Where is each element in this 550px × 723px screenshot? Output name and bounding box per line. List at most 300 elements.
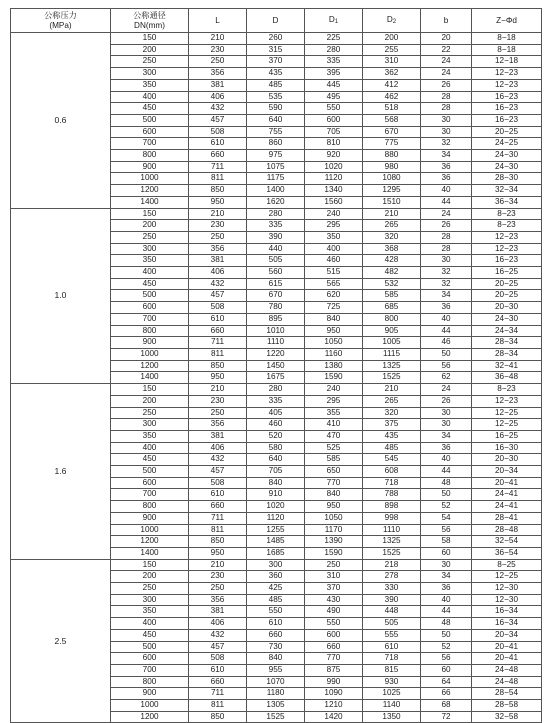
cell-bolt-circle-diameter: 950 — [305, 325, 363, 337]
cell-length: 811 — [189, 524, 247, 536]
cell-bolt-holes: 28−34 — [472, 348, 542, 360]
cell-length: 457 — [189, 114, 247, 126]
cell-bolt-circle-diameter: 650 — [305, 466, 363, 478]
table-row — [11, 208, 542, 220]
cell-bolt-circle-diameter: 1160 — [305, 348, 363, 360]
cell-length: 250 — [189, 56, 247, 68]
cell-nominal-diameter: 450 — [111, 629, 189, 641]
cell-raised-face-diameter: 800 — [363, 313, 421, 325]
cell-length: 660 — [189, 501, 247, 513]
cell-bolt-circle-diameter: 515 — [305, 267, 363, 279]
cell-outer-diameter: 435 — [247, 68, 305, 80]
cell-outer-diameter: 360 — [247, 571, 305, 583]
cell-outer-diameter: 1305 — [247, 700, 305, 712]
cell-length: 250 — [189, 407, 247, 419]
cell-raised-face-diameter: 1510 — [363, 196, 421, 208]
cell-bolt-holes: 12−25 — [472, 407, 542, 419]
cell-outer-diameter: 280 — [247, 384, 305, 396]
cell-thickness: 26 — [421, 395, 472, 407]
cell-raised-face-diameter: 718 — [363, 477, 421, 489]
cell-nominal-diameter: 700 — [111, 664, 189, 676]
cell-nominal-diameter: 300 — [111, 594, 189, 606]
cell-bolt-holes: 12−30 — [472, 594, 542, 606]
header-d2-base: D — [386, 14, 393, 24]
cell-bolt-circle-diameter: 495 — [305, 91, 363, 103]
cell-length: 356 — [189, 594, 247, 606]
cell-raised-face-diameter: 670 — [363, 126, 421, 138]
cell-thickness: 34 — [421, 290, 472, 302]
cell-raised-face-diameter: 880 — [363, 150, 421, 162]
header-bolt-holes: Z−Φd — [472, 9, 542, 33]
cell-raised-face-diameter: 568 — [363, 114, 421, 126]
cell-outer-diameter: 590 — [247, 103, 305, 115]
cell-thickness: 50 — [421, 629, 472, 641]
cell-outer-diameter: 840 — [247, 477, 305, 489]
cell-thickness: 24 — [421, 56, 472, 68]
cell-bolt-holes: 12−23 — [472, 395, 542, 407]
cell-length: 356 — [189, 68, 247, 80]
cell-outer-diameter: 1110 — [247, 337, 305, 349]
cell-bolt-circle-diameter: 355 — [305, 407, 363, 419]
cell-bolt-holes: 24−30 — [472, 313, 542, 325]
cell-pressure: 1.0 — [11, 208, 111, 384]
cell-outer-diameter: 335 — [247, 220, 305, 232]
cell-nominal-diameter: 200 — [111, 571, 189, 583]
cell-outer-diameter: 660 — [247, 629, 305, 641]
cell-nominal-diameter: 700 — [111, 138, 189, 150]
cell-nominal-diameter: 300 — [111, 68, 189, 80]
cell-length: 610 — [189, 489, 247, 501]
cell-nominal-diameter: 900 — [111, 688, 189, 700]
cell-bolt-holes: 20−34 — [472, 629, 542, 641]
cell-bolt-holes: 8−23 — [472, 384, 542, 396]
cell-bolt-holes: 16−34 — [472, 606, 542, 618]
cell-length: 250 — [189, 583, 247, 595]
cell-raised-face-diameter: 265 — [363, 395, 421, 407]
cell-bolt-holes: 8−18 — [472, 33, 542, 45]
cell-nominal-diameter: 600 — [111, 302, 189, 314]
header-pressure — [11, 9, 111, 33]
cell-bolt-holes: 28−30 — [472, 173, 542, 185]
cell-thickness: 32 — [421, 138, 472, 150]
cell-bolt-circle-diameter: 725 — [305, 302, 363, 314]
cell-length: 950 — [189, 547, 247, 559]
cell-outer-diameter: 580 — [247, 442, 305, 454]
cell-raised-face-diameter: 485 — [363, 442, 421, 454]
cell-bolt-circle-diameter: 430 — [305, 594, 363, 606]
header-outer-diameter: D — [247, 9, 305, 33]
cell-nominal-diameter: 1000 — [111, 173, 189, 185]
cell-bolt-circle-diameter: 1050 — [305, 512, 363, 524]
cell-thickness: 62 — [421, 372, 472, 384]
cell-thickness: 56 — [421, 360, 472, 372]
cell-length: 230 — [189, 395, 247, 407]
cell-bolt-holes: 28−41 — [472, 512, 542, 524]
cell-outer-diameter: 1400 — [247, 185, 305, 197]
cell-bolt-circle-diameter: 400 — [305, 243, 363, 255]
cell-outer-diameter: 840 — [247, 653, 305, 665]
cell-bolt-holes: 28−54 — [472, 688, 542, 700]
cell-nominal-diameter: 900 — [111, 337, 189, 349]
cell-bolt-circle-diameter: 395 — [305, 68, 363, 80]
header-raised-face-diameter — [363, 9, 421, 33]
cell-nominal-diameter: 700 — [111, 489, 189, 501]
cell-thickness: 72 — [421, 711, 472, 723]
header-dn-unit: DN(mm) — [134, 20, 165, 30]
cell-bolt-circle-diameter: 1390 — [305, 536, 363, 548]
cell-thickness: 44 — [421, 325, 472, 337]
cell-outer-diameter: 280 — [247, 208, 305, 220]
cell-nominal-diameter: 1200 — [111, 536, 189, 548]
cell-bolt-circle-diameter: 600 — [305, 114, 363, 126]
header-dn-label: 公称通径 — [133, 10, 166, 20]
cell-raised-face-diameter: 218 — [363, 559, 421, 571]
cell-length: 230 — [189, 220, 247, 232]
cell-bolt-holes: 24−30 — [472, 150, 542, 162]
cell-length: 381 — [189, 255, 247, 267]
cell-outer-diameter: 640 — [247, 114, 305, 126]
cell-bolt-circle-diameter: 370 — [305, 583, 363, 595]
cell-outer-diameter: 780 — [247, 302, 305, 314]
cell-bolt-circle-diameter: 1170 — [305, 524, 363, 536]
cell-thickness: 58 — [421, 536, 472, 548]
cell-bolt-circle-diameter: 1590 — [305, 547, 363, 559]
cell-bolt-holes: 12−18 — [472, 56, 542, 68]
cell-nominal-diameter: 150 — [111, 384, 189, 396]
cell-raised-face-diameter: 462 — [363, 91, 421, 103]
cell-thickness: 28 — [421, 91, 472, 103]
cell-bolt-holes: 16−23 — [472, 91, 542, 103]
cell-length: 230 — [189, 44, 247, 56]
cell-length: 950 — [189, 372, 247, 384]
cell-nominal-diameter: 150 — [111, 208, 189, 220]
cell-nominal-diameter: 250 — [111, 56, 189, 68]
cell-bolt-circle-diameter: 1090 — [305, 688, 363, 700]
cell-length: 406 — [189, 442, 247, 454]
cell-raised-face-diameter: 255 — [363, 44, 421, 56]
cell-length: 432 — [189, 454, 247, 466]
cell-outer-diameter: 640 — [247, 454, 305, 466]
cell-length: 610 — [189, 138, 247, 150]
cell-pressure: 2.5 — [11, 559, 111, 723]
cell-raised-face-diameter: 210 — [363, 384, 421, 396]
cell-nominal-diameter: 150 — [111, 559, 189, 571]
cell-nominal-diameter: 200 — [111, 220, 189, 232]
cell-bolt-holes: 12−25 — [472, 419, 542, 431]
cell-outer-diameter: 1010 — [247, 325, 305, 337]
cell-length: 457 — [189, 641, 247, 653]
cell-length: 508 — [189, 302, 247, 314]
table-header-row — [11, 9, 542, 33]
cell-outer-diameter: 315 — [247, 44, 305, 56]
cell-bolt-circle-diameter: 770 — [305, 477, 363, 489]
cell-thickness: 28 — [421, 103, 472, 115]
cell-bolt-circle-diameter: 250 — [305, 559, 363, 571]
cell-bolt-holes: 16−23 — [472, 255, 542, 267]
cell-nominal-diameter: 800 — [111, 325, 189, 337]
cell-raised-face-diameter: 545 — [363, 454, 421, 466]
cell-bolt-circle-diameter: 875 — [305, 664, 363, 676]
cell-raised-face-diameter: 980 — [363, 161, 421, 173]
cell-length: 660 — [189, 676, 247, 688]
cell-thickness: 32 — [421, 278, 472, 290]
cell-raised-face-diameter: 1325 — [363, 536, 421, 548]
cell-bolt-holes: 20−41 — [472, 641, 542, 653]
cell-outer-diameter: 705 — [247, 466, 305, 478]
cell-length: 811 — [189, 348, 247, 360]
cell-thickness: 56 — [421, 653, 472, 665]
cell-bolt-circle-diameter: 840 — [305, 489, 363, 501]
cell-bolt-circle-diameter: 550 — [305, 618, 363, 630]
cell-length: 457 — [189, 290, 247, 302]
cell-bolt-holes: 28−58 — [472, 700, 542, 712]
cell-raised-face-diameter: 775 — [363, 138, 421, 150]
cell-length: 811 — [189, 700, 247, 712]
cell-bolt-holes: 20−41 — [472, 477, 542, 489]
cell-length: 210 — [189, 33, 247, 45]
cell-raised-face-diameter: 608 — [363, 466, 421, 478]
cell-raised-face-diameter: 368 — [363, 243, 421, 255]
cell-bolt-circle-diameter: 280 — [305, 44, 363, 56]
cell-length: 381 — [189, 79, 247, 91]
header-pressure-label: 公称压力 — [44, 10, 77, 20]
cell-bolt-circle-diameter: 1120 — [305, 173, 363, 185]
cell-nominal-diameter: 400 — [111, 618, 189, 630]
cell-nominal-diameter: 800 — [111, 501, 189, 513]
header-nominal-diameter — [111, 9, 189, 33]
cell-nominal-diameter: 150 — [111, 33, 189, 45]
cell-outer-diameter: 730 — [247, 641, 305, 653]
cell-thickness: 34 — [421, 430, 472, 442]
cell-length: 811 — [189, 173, 247, 185]
cell-raised-face-diameter: 585 — [363, 290, 421, 302]
cell-outer-diameter: 1255 — [247, 524, 305, 536]
cell-thickness: 44 — [421, 466, 472, 478]
cell-nominal-diameter: 300 — [111, 243, 189, 255]
cell-thickness: 36 — [421, 161, 472, 173]
cell-bolt-circle-diameter: 310 — [305, 571, 363, 583]
cell-bolt-holes: 36−48 — [472, 372, 542, 384]
cell-bolt-holes: 16−25 — [472, 267, 542, 279]
cell-bolt-circle-diameter: 950 — [305, 501, 363, 513]
cell-thickness: 22 — [421, 44, 472, 56]
cell-outer-diameter: 535 — [247, 91, 305, 103]
cell-bolt-holes: 8−23 — [472, 208, 542, 220]
cell-length: 356 — [189, 243, 247, 255]
cell-thickness: 54 — [421, 512, 472, 524]
cell-length: 660 — [189, 150, 247, 162]
cell-length: 850 — [189, 536, 247, 548]
cell-length: 610 — [189, 313, 247, 325]
cell-bolt-holes: 12−25 — [472, 571, 542, 583]
cell-bolt-circle-diameter: 470 — [305, 430, 363, 442]
cell-raised-face-diameter: 610 — [363, 641, 421, 653]
cell-thickness: 46 — [421, 337, 472, 349]
cell-bolt-circle-diameter: 350 — [305, 231, 363, 243]
cell-outer-diameter: 1675 — [247, 372, 305, 384]
cell-raised-face-diameter: 1025 — [363, 688, 421, 700]
cell-nominal-diameter: 200 — [111, 44, 189, 56]
cell-raised-face-diameter: 320 — [363, 231, 421, 243]
cell-nominal-diameter: 1000 — [111, 524, 189, 536]
header-d1-sub: 1 — [334, 18, 339, 25]
cell-bolt-circle-diameter: 810 — [305, 138, 363, 150]
cell-raised-face-diameter: 505 — [363, 618, 421, 630]
cell-nominal-diameter: 300 — [111, 419, 189, 431]
cell-outer-diameter: 610 — [247, 618, 305, 630]
cell-thickness: 44 — [421, 606, 472, 618]
cell-thickness: 48 — [421, 618, 472, 630]
cell-nominal-diameter: 900 — [111, 161, 189, 173]
cell-thickness: 26 — [421, 79, 472, 91]
cell-raised-face-diameter: 1140 — [363, 700, 421, 712]
cell-nominal-diameter: 450 — [111, 103, 189, 115]
cell-raised-face-diameter: 518 — [363, 103, 421, 115]
cell-nominal-diameter: 800 — [111, 676, 189, 688]
cell-length: 356 — [189, 419, 247, 431]
table-row — [11, 559, 542, 571]
cell-raised-face-diameter: 448 — [363, 606, 421, 618]
cell-nominal-diameter: 200 — [111, 395, 189, 407]
cell-thickness: 40 — [421, 454, 472, 466]
cell-nominal-diameter: 1400 — [111, 372, 189, 384]
cell-outer-diameter: 895 — [247, 313, 305, 325]
cell-length: 406 — [189, 267, 247, 279]
cell-bolt-holes: 16−34 — [472, 618, 542, 630]
cell-raised-face-diameter: 1325 — [363, 360, 421, 372]
cell-nominal-diameter: 1200 — [111, 711, 189, 723]
cell-thickness: 36 — [421, 173, 472, 185]
cell-outer-diameter: 1070 — [247, 676, 305, 688]
cell-thickness: 56 — [421, 524, 472, 536]
cell-outer-diameter: 1175 — [247, 173, 305, 185]
cell-raised-face-diameter: 1295 — [363, 185, 421, 197]
cell-bolt-holes: 20−25 — [472, 290, 542, 302]
cell-bolt-holes: 28−48 — [472, 524, 542, 536]
cell-length: 381 — [189, 430, 247, 442]
cell-bolt-holes: 20−30 — [472, 302, 542, 314]
cell-bolt-holes: 12−23 — [472, 68, 542, 80]
cell-bolt-holes: 8−23 — [472, 220, 542, 232]
cell-length: 457 — [189, 466, 247, 478]
cell-length: 432 — [189, 103, 247, 115]
cell-length: 508 — [189, 477, 247, 489]
cell-length: 850 — [189, 360, 247, 372]
cell-raised-face-diameter: 930 — [363, 676, 421, 688]
cell-thickness: 30 — [421, 407, 472, 419]
cell-outer-diameter: 335 — [247, 395, 305, 407]
cell-raised-face-diameter: 998 — [363, 512, 421, 524]
cell-bolt-circle-diameter: 295 — [305, 220, 363, 232]
cell-thickness: 60 — [421, 547, 472, 559]
cell-raised-face-diameter: 1115 — [363, 348, 421, 360]
cell-thickness: 36 — [421, 442, 472, 454]
cell-outer-diameter: 550 — [247, 606, 305, 618]
cell-length: 950 — [189, 196, 247, 208]
cell-outer-diameter: 405 — [247, 407, 305, 419]
cell-thickness: 40 — [421, 185, 472, 197]
cell-raised-face-diameter: 435 — [363, 430, 421, 442]
cell-bolt-holes: 12−30 — [472, 583, 542, 595]
cell-length: 210 — [189, 559, 247, 571]
cell-raised-face-diameter: 685 — [363, 302, 421, 314]
cell-raised-face-diameter: 788 — [363, 489, 421, 501]
cell-length: 711 — [189, 512, 247, 524]
cell-raised-face-diameter: 718 — [363, 653, 421, 665]
cell-outer-diameter: 460 — [247, 419, 305, 431]
cell-pressure: 0.6 — [11, 33, 111, 209]
cell-bolt-circle-diameter: 1020 — [305, 161, 363, 173]
cell-nominal-diameter: 1000 — [111, 700, 189, 712]
cell-nominal-diameter: 450 — [111, 454, 189, 466]
cell-thickness: 30 — [421, 114, 472, 126]
cell-thickness: 50 — [421, 489, 472, 501]
cell-raised-face-diameter: 412 — [363, 79, 421, 91]
cell-bolt-holes: 24−30 — [472, 161, 542, 173]
cell-bolt-holes: 16−23 — [472, 114, 542, 126]
cell-bolt-holes: 24−48 — [472, 676, 542, 688]
cell-bolt-circle-diameter: 1210 — [305, 700, 363, 712]
cell-raised-face-diameter: 482 — [363, 267, 421, 279]
cell-bolt-holes: 28−34 — [472, 337, 542, 349]
cell-nominal-diameter: 250 — [111, 583, 189, 595]
cell-raised-face-diameter: 1080 — [363, 173, 421, 185]
cell-outer-diameter: 505 — [247, 255, 305, 267]
cell-outer-diameter: 955 — [247, 664, 305, 676]
cell-bolt-circle-diameter: 1560 — [305, 196, 363, 208]
cell-length: 711 — [189, 161, 247, 173]
cell-bolt-holes: 16−25 — [472, 430, 542, 442]
cell-raised-face-diameter: 210 — [363, 208, 421, 220]
cell-thickness: 30 — [421, 559, 472, 571]
cell-thickness: 34 — [421, 571, 472, 583]
cell-raised-face-diameter: 1350 — [363, 711, 421, 723]
cell-raised-face-diameter: 1525 — [363, 372, 421, 384]
cell-raised-face-diameter: 1005 — [363, 337, 421, 349]
cell-bolt-circle-diameter: 585 — [305, 454, 363, 466]
cell-nominal-diameter: 1400 — [111, 547, 189, 559]
cell-pressure: 1.6 — [11, 384, 111, 560]
cell-bolt-circle-diameter: 620 — [305, 290, 363, 302]
cell-thickness: 36 — [421, 302, 472, 314]
cell-bolt-circle-diameter: 460 — [305, 255, 363, 267]
cell-raised-face-diameter: 265 — [363, 220, 421, 232]
cell-thickness: 26 — [421, 220, 472, 232]
cell-outer-diameter: 390 — [247, 231, 305, 243]
cell-length: 711 — [189, 337, 247, 349]
cell-nominal-diameter: 400 — [111, 442, 189, 454]
header-d1-base: D — [328, 14, 335, 24]
cell-bolt-holes: 24−41 — [472, 489, 542, 501]
header-pressure-unit: (MPa) — [49, 20, 72, 30]
header-length: L — [189, 9, 247, 33]
cell-bolt-circle-diameter: 1420 — [305, 711, 363, 723]
cell-bolt-holes: 20−41 — [472, 653, 542, 665]
cell-length: 250 — [189, 231, 247, 243]
cell-outer-diameter: 1020 — [247, 501, 305, 513]
cell-bolt-circle-diameter: 990 — [305, 676, 363, 688]
cell-outer-diameter: 485 — [247, 79, 305, 91]
cell-bolt-circle-diameter: 770 — [305, 653, 363, 665]
cell-thickness: 28 — [421, 231, 472, 243]
cell-thickness: 40 — [421, 313, 472, 325]
cell-bolt-circle-diameter: 240 — [305, 208, 363, 220]
cell-nominal-diameter: 350 — [111, 606, 189, 618]
cell-outer-diameter: 560 — [247, 267, 305, 279]
cell-thickness: 32 — [421, 267, 472, 279]
cell-raised-face-diameter: 362 — [363, 68, 421, 80]
cell-raised-face-diameter: 278 — [363, 571, 421, 583]
